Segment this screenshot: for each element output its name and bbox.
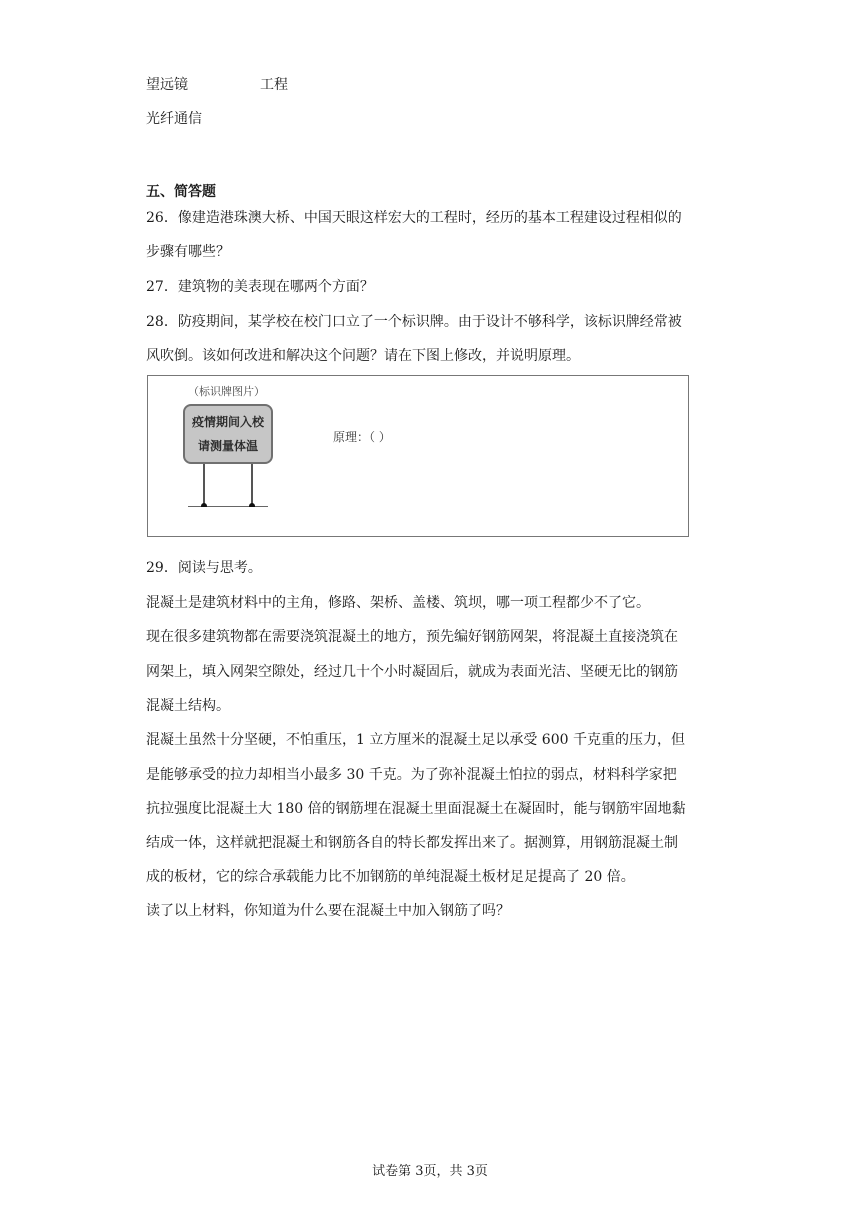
reading-question: 读了以上材料，你知道为什么要在混凝土中加入钢筋了吗？ xyxy=(146,903,510,919)
principle-label: 原理：（ ） xyxy=(333,430,391,444)
option-telescope: 望远镜 xyxy=(146,77,188,93)
reading-paragraph-3: 混凝土虽然十分坚硬，不怕重压，1 立方厘米的混凝土足以承受 600 千克重的压力，但 xyxy=(146,732,685,748)
sign-figure xyxy=(147,375,689,537)
ground-line xyxy=(188,506,268,507)
question-29: 29．阅读与思考。 xyxy=(146,560,262,576)
sign-post-left xyxy=(203,464,205,507)
sign-post-right xyxy=(251,464,253,507)
option-engineering: 工程 xyxy=(260,77,288,93)
sign-text-line1: 疫情期间入校 xyxy=(191,415,264,429)
question-27: 27．建筑物的美表现在哪两个方面？ xyxy=(146,279,374,295)
reading-paragraph-3-cont2: 抗拉强度比混凝土大 180 倍的钢筋埋在混凝土里面混凝土在凝固时，能与钢筋牢固地黏 xyxy=(146,801,686,817)
reading-paragraph-1: 混凝土是建筑材料中的主角，修路、架桥、盖楼、筑坝，哪一项工程都少不了它。 xyxy=(146,595,650,611)
sign-board xyxy=(183,404,273,464)
reading-paragraph-3-end: 成的板材，它的综合承载能力比不加钢筋的单纯混凝土板材足足提高了 20 倍。 xyxy=(146,869,635,885)
reading-paragraph-2-end: 混凝土结构。 xyxy=(146,698,230,714)
page-footer: 试卷第 3页，共 3页 xyxy=(372,1164,488,1179)
reading-paragraph-3-cont: 是能够承受的拉力却相当小最多 30 千克。为了弥补混凝土怕拉的弱点，材料科学家把 xyxy=(146,767,677,783)
reading-paragraph-2: 现在很多建筑物都在需要浇筑混凝土的地方，预先编好钢筋网架，将混凝土直接浇筑在 xyxy=(146,629,678,645)
question-26: 26．像建造港珠澳大桥、中国天眼这样宏大的工程时，经历的基本工程建设过程相似的 xyxy=(146,210,682,226)
figure-caption: （标识牌图片） xyxy=(188,385,265,398)
question-26-cont: 步骤有哪些？ xyxy=(146,244,230,260)
reading-paragraph-3-cont3: 结成一体，这样就把混凝土和钢筋各自的特长都发挥出来了。据测算，用钢筋混凝土制 xyxy=(146,835,678,851)
option-fiber-communication: 光纤通信 xyxy=(146,111,202,127)
post-base-left xyxy=(201,503,207,507)
reading-paragraph-2-cont: 网架上，填入网架空隙处，经过几十个小时凝固后，就成为表面光洁、坚硬无比的钢筋 xyxy=(146,664,678,680)
section-heading: 五、简答题 xyxy=(146,184,216,200)
post-base-right xyxy=(249,503,255,507)
question-28: 28．防疫期间，某学校在校门口立了一个标识牌。由于设计不够科学，该标识牌经常被 xyxy=(146,314,682,330)
sign-text-line2: 请测量体温 xyxy=(197,439,258,453)
question-28-cont: 风吹倒。该如何改进和解决这个问题？请在下图上修改，并说明原理。 xyxy=(146,348,580,364)
